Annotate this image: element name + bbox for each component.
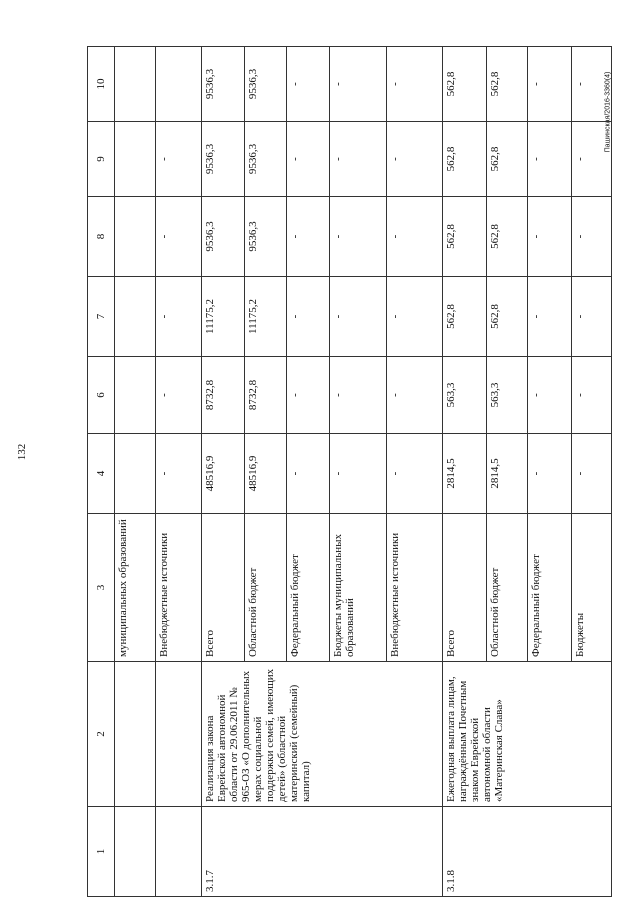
source-cell: Всего bbox=[443, 514, 487, 662]
value-cell: - bbox=[528, 277, 572, 357]
value-cell: - bbox=[330, 357, 387, 434]
header-row bbox=[88, 47, 115, 897]
table-row bbox=[156, 47, 202, 897]
value-cell: - bbox=[286, 434, 330, 514]
value-cell: - bbox=[386, 434, 443, 514]
source-cell: Бюджеты муниципальных образований bbox=[330, 514, 387, 662]
value-cell: - bbox=[386, 122, 443, 197]
value-cell: - bbox=[330, 434, 387, 514]
value-cell bbox=[156, 47, 202, 122]
document-footer-id: Пашинская/2016-3360(4) bbox=[604, 71, 612, 153]
source-cell: Федеральный бюджет bbox=[286, 514, 330, 662]
value-cell: 562,8 bbox=[443, 122, 487, 197]
value-cell: - bbox=[156, 434, 202, 514]
header-cell: 4 bbox=[88, 434, 115, 514]
header-cell: 2 bbox=[88, 662, 115, 807]
value-cell: 562,8 bbox=[486, 47, 527, 122]
value-cell: 9536,3 bbox=[201, 122, 245, 197]
item-name-cell: Ежегодная выплата лицам, награждённым Почетным знаком Еврейской автономной области «Материнская Слава» bbox=[443, 662, 612, 807]
header-cell: 3 bbox=[88, 514, 115, 662]
header-cell: 10 bbox=[88, 47, 115, 122]
value-cell: - bbox=[386, 357, 443, 434]
value-cell: - bbox=[528, 197, 572, 277]
value-cell: 11175,2 bbox=[245, 277, 286, 357]
value-cell: - bbox=[528, 357, 572, 434]
value-cell: 563,3 bbox=[486, 357, 527, 434]
value-cell: 562,8 bbox=[443, 197, 487, 277]
table-row bbox=[201, 47, 245, 897]
value-cell: - bbox=[330, 277, 387, 357]
source-cell: Федеральный бюджет bbox=[528, 514, 572, 662]
value-cell bbox=[115, 197, 156, 277]
value-cell: - bbox=[156, 357, 202, 434]
value-cell: - bbox=[386, 47, 443, 122]
value-cell bbox=[115, 277, 156, 357]
header-cell: 8 bbox=[88, 197, 115, 277]
value-cell: 11175,2 bbox=[201, 277, 245, 357]
value-cell: 562,8 bbox=[443, 47, 487, 122]
value-cell: 48516,9 bbox=[201, 434, 245, 514]
table-row bbox=[115, 47, 156, 897]
value-cell: - bbox=[571, 197, 611, 277]
source-cell: Областной бюджет bbox=[486, 514, 527, 662]
value-cell: - bbox=[571, 277, 611, 357]
item-number-cell bbox=[115, 807, 156, 897]
value-cell bbox=[115, 357, 156, 434]
value-cell: 8732,8 bbox=[201, 357, 245, 434]
value-cell: - bbox=[286, 122, 330, 197]
header-cell: 6 bbox=[88, 357, 115, 434]
budget-table bbox=[87, 46, 612, 897]
value-cell: 562,8 bbox=[486, 197, 527, 277]
value-cell: - bbox=[286, 197, 330, 277]
value-cell: 9536,3 bbox=[201, 197, 245, 277]
value-cell: - bbox=[156, 277, 202, 357]
source-cell: Бюджеты bbox=[571, 514, 611, 662]
value-cell: 9536,3 bbox=[201, 47, 245, 122]
item-number-cell bbox=[156, 807, 202, 897]
value-cell: - bbox=[386, 197, 443, 277]
value-cell: - bbox=[286, 277, 330, 357]
value-cell: - bbox=[386, 277, 443, 357]
header-cell: 9 bbox=[88, 122, 115, 197]
source-cell: муниципальных образований bbox=[115, 514, 156, 662]
table-sheet bbox=[87, 47, 612, 897]
value-cell: - bbox=[330, 122, 387, 197]
value-cell: - bbox=[571, 47, 611, 122]
value-cell: - bbox=[330, 197, 387, 277]
value-cell: - bbox=[156, 122, 202, 197]
item-number-cell: 3.1.7 bbox=[201, 807, 442, 897]
item-name-cell bbox=[115, 662, 156, 807]
source-cell: Областной бюджет bbox=[245, 514, 286, 662]
source-cell: Внебюджетные источники bbox=[156, 514, 202, 662]
value-cell: 9536,3 bbox=[245, 122, 286, 197]
item-number-cell: 3.1.8 bbox=[443, 807, 612, 897]
value-cell: - bbox=[286, 357, 330, 434]
value-cell: - bbox=[330, 47, 387, 122]
table-row bbox=[443, 47, 487, 897]
value-cell: 48516,9 bbox=[245, 434, 286, 514]
item-name-cell: Реализация закона Еврейской автономной области от 29.06.2011 № 965-ОЗ «О дополнительных мерах социальной поддержки семей, имеющих детей» (областной материнский (семейный) капитал) bbox=[201, 662, 442, 807]
value-cell: 562,8 bbox=[486, 277, 527, 357]
value-cell: 9536,3 bbox=[245, 197, 286, 277]
value-cell bbox=[115, 434, 156, 514]
value-cell: - bbox=[571, 357, 611, 434]
value-cell: - bbox=[528, 122, 572, 197]
value-cell: - bbox=[571, 122, 611, 197]
value-cell: - bbox=[286, 47, 330, 122]
value-cell: 2814,5 bbox=[486, 434, 527, 514]
value-cell bbox=[115, 122, 156, 197]
value-cell bbox=[115, 47, 156, 122]
value-cell: - bbox=[528, 434, 572, 514]
value-cell: - bbox=[156, 197, 202, 277]
value-cell: - bbox=[528, 47, 572, 122]
page-number: 132 bbox=[16, 443, 28, 461]
value-cell: 562,8 bbox=[486, 122, 527, 197]
value-cell: 562,8 bbox=[443, 277, 487, 357]
source-cell: Внебюджетные источники bbox=[386, 514, 443, 662]
value-cell: - bbox=[571, 434, 611, 514]
item-name-cell bbox=[156, 662, 202, 807]
value-cell: 2814,5 bbox=[443, 434, 487, 514]
value-cell: 8732,8 bbox=[245, 357, 286, 434]
value-cell: 563,3 bbox=[443, 357, 487, 434]
header-cell: 7 bbox=[88, 277, 115, 357]
source-cell: Всего bbox=[201, 514, 245, 662]
value-cell: 9536,3 bbox=[245, 47, 286, 122]
header-cell: 1 bbox=[88, 807, 115, 897]
